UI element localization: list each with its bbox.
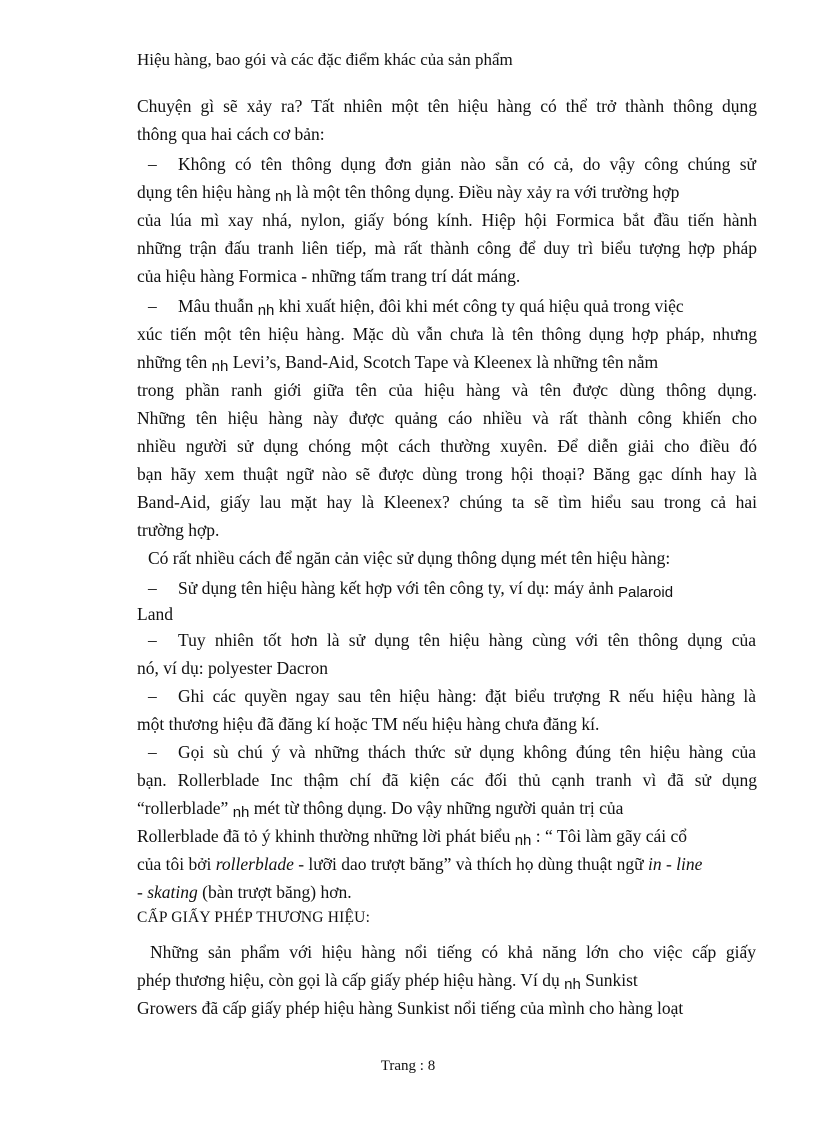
text-span: - lưỡi dao trượt băng” và thích họ dùng thuật ngữ <box>298 854 644 874</box>
text-span: - skating <box>137 882 198 902</box>
text-line: Land <box>137 604 173 624</box>
text-span: phép thương hiệu, còn gọi là cấp giấy phép hiệu hàng. Ví dụ <box>137 970 560 990</box>
text-span: Rollerblade đã tỏ ý khinh thường những lời phát biểu <box>137 826 511 846</box>
text-line: trong phần ranh giới giữa tên của hiệu hàng và tên được dùng thông dụng. <box>137 380 757 400</box>
bullet-dash: – <box>148 296 157 316</box>
text-span: (bàn trượt băng) hơn. <box>202 882 352 902</box>
text-line: Không có tên thông dụng đơn giản nào sẵn có cả, do vậy công chúng sử <box>178 154 756 174</box>
text-span: Sử dụng tên hiệu hàng kết hợp với tên công ty, ví dụ: máy ảnh <box>178 578 614 598</box>
bullet-dash: – <box>148 630 157 650</box>
text-line: Những tên hiệu hàng này được quảng cáo nhiều và rất thành công khiến cho <box>137 408 757 428</box>
text-line <box>137 852 702 876</box>
text-span: nh <box>514 832 532 849</box>
text-line <box>137 968 638 994</box>
text-line: nó, ví dụ: polyester Dacron <box>137 658 328 678</box>
text-span: rollerblade <box>215 854 294 874</box>
text-line: Ghi các quyền ngay sau tên hiệu hàng: đặt biểu trượng R nếu hiệu hàng là <box>178 686 756 706</box>
text-line: nhiều người sử dụng chóng một cách thường xuyên. Để diễn giải cho điều đó <box>137 436 757 456</box>
text-line: bạn. Rollerblade Inc thậm chí đã kiện các đối thủ cạnh tranh vì đã sử dụng <box>137 770 757 790</box>
bullet-dash: – <box>148 686 157 706</box>
text-line: của hiệu hàng Formica - những tấm trang trí dát máng. <box>137 266 521 286</box>
text-line: Chuyện gì sẽ xảy ra? Tất nhiên một tên hiệu hàng có thể trở thành thông dụng <box>137 96 757 116</box>
text-span: nh <box>257 302 275 319</box>
text-line: những trận đấu tranh liên tiếp, mà rất thành công để duy trì biểu tượng hợp pháp <box>137 238 757 258</box>
text-line: bạn hãy xem thuật ngữ nào sẽ được dùng trong hội thoại? Băng gạc dính hay là <box>137 464 757 484</box>
text-line: thông qua hai cách cơ bản: <box>137 124 325 144</box>
text-span: Palaroid <box>618 584 674 601</box>
page-header: Hiệu hàng, bao gói và các đặc điểm khác của sản phẩm <box>137 50 513 69</box>
text-span: nh <box>211 358 229 375</box>
text-span: của tôi bởi <box>137 854 212 874</box>
text-line: Band-Aid, giấy lau mặt hay là Kleenex? chúng ta sẽ tìm hiểu sau trong cả hai <box>137 492 757 512</box>
text-span: in - line <box>647 854 703 874</box>
text-span: Sunkist <box>585 970 638 990</box>
text-line: Gọi sù chú ý và những thách thức sử dụng không đúng tên hiệu hàng của <box>178 742 756 762</box>
text-line <box>178 294 684 320</box>
bullet-dash: – <box>148 742 157 762</box>
text-line <box>137 180 679 206</box>
page-footer: Trang : 8 <box>380 1058 436 1074</box>
text-span: : “ Tôi làm gãy cái cổ <box>535 826 688 846</box>
text-span: khi xuất hiện, đôi khi mét công ty quá hiệu quả trong việc <box>278 296 684 316</box>
text-line <box>178 576 673 602</box>
text-span: Mâu thuẫn <box>178 296 254 316</box>
text-span: nh <box>232 804 250 821</box>
bullet-dash: – <box>148 154 157 174</box>
text-line: Growers đã cấp giấy phép hiệu hàng Sunkist nổi tiếng của mình cho hàng loạt <box>137 998 684 1018</box>
text-line: Những sản phẩm với hiệu hàng nổi tiếng có khả năng lớn cho việc cấp giấy <box>150 942 756 962</box>
text-line <box>137 824 687 850</box>
text-line: Có rất nhiều cách để ngăn cản việc sử dụng thông dụng mét tên hiệu hàng: <box>148 548 671 568</box>
bullet-dash: – <box>148 578 157 598</box>
text-span: những tên <box>137 352 208 372</box>
text-span: là một tên thông dụng. Điều này xảy ra với trường hợp <box>296 182 680 202</box>
text-line: trường hợp. <box>137 520 220 540</box>
text-span: “rollerblade” <box>137 798 229 818</box>
text-span: Levi’s, Band-Aid, Scotch Tape và Kleenex là những tên nằm <box>232 352 659 372</box>
text-span: nh <box>275 188 292 205</box>
text-line <box>137 350 658 376</box>
text-line <box>137 880 352 904</box>
text-span: mét từ thông dụng. Do vậy những người quản trị của <box>253 798 624 818</box>
text-span: nh <box>564 976 581 993</box>
text-line: của lúa mì xay nhá, nylon, giấy bóng kính. Hiệp hội Formica bắt đầu tiến hành <box>137 210 757 230</box>
text-line <box>137 796 623 822</box>
text-line: Tuy nhiên tốt hơn là sử dụng tên hiệu hàng cùng với tên thông dụng của <box>178 630 756 650</box>
text-line: xúc tiến một tên hiệu hàng. Mặc dù vẫn chưa là tên thông dụng hợp pháp, nhưng <box>137 324 757 344</box>
text-span: dụng tên hiệu hàng <box>137 182 271 202</box>
section-heading: CẤP GIẤY PHÉP THƯƠNG HIỆU: <box>137 909 371 926</box>
text-line: một thương hiệu đã đăng kí hoặc TM nếu hiệu hàng chưa đăng kí. <box>137 714 600 734</box>
